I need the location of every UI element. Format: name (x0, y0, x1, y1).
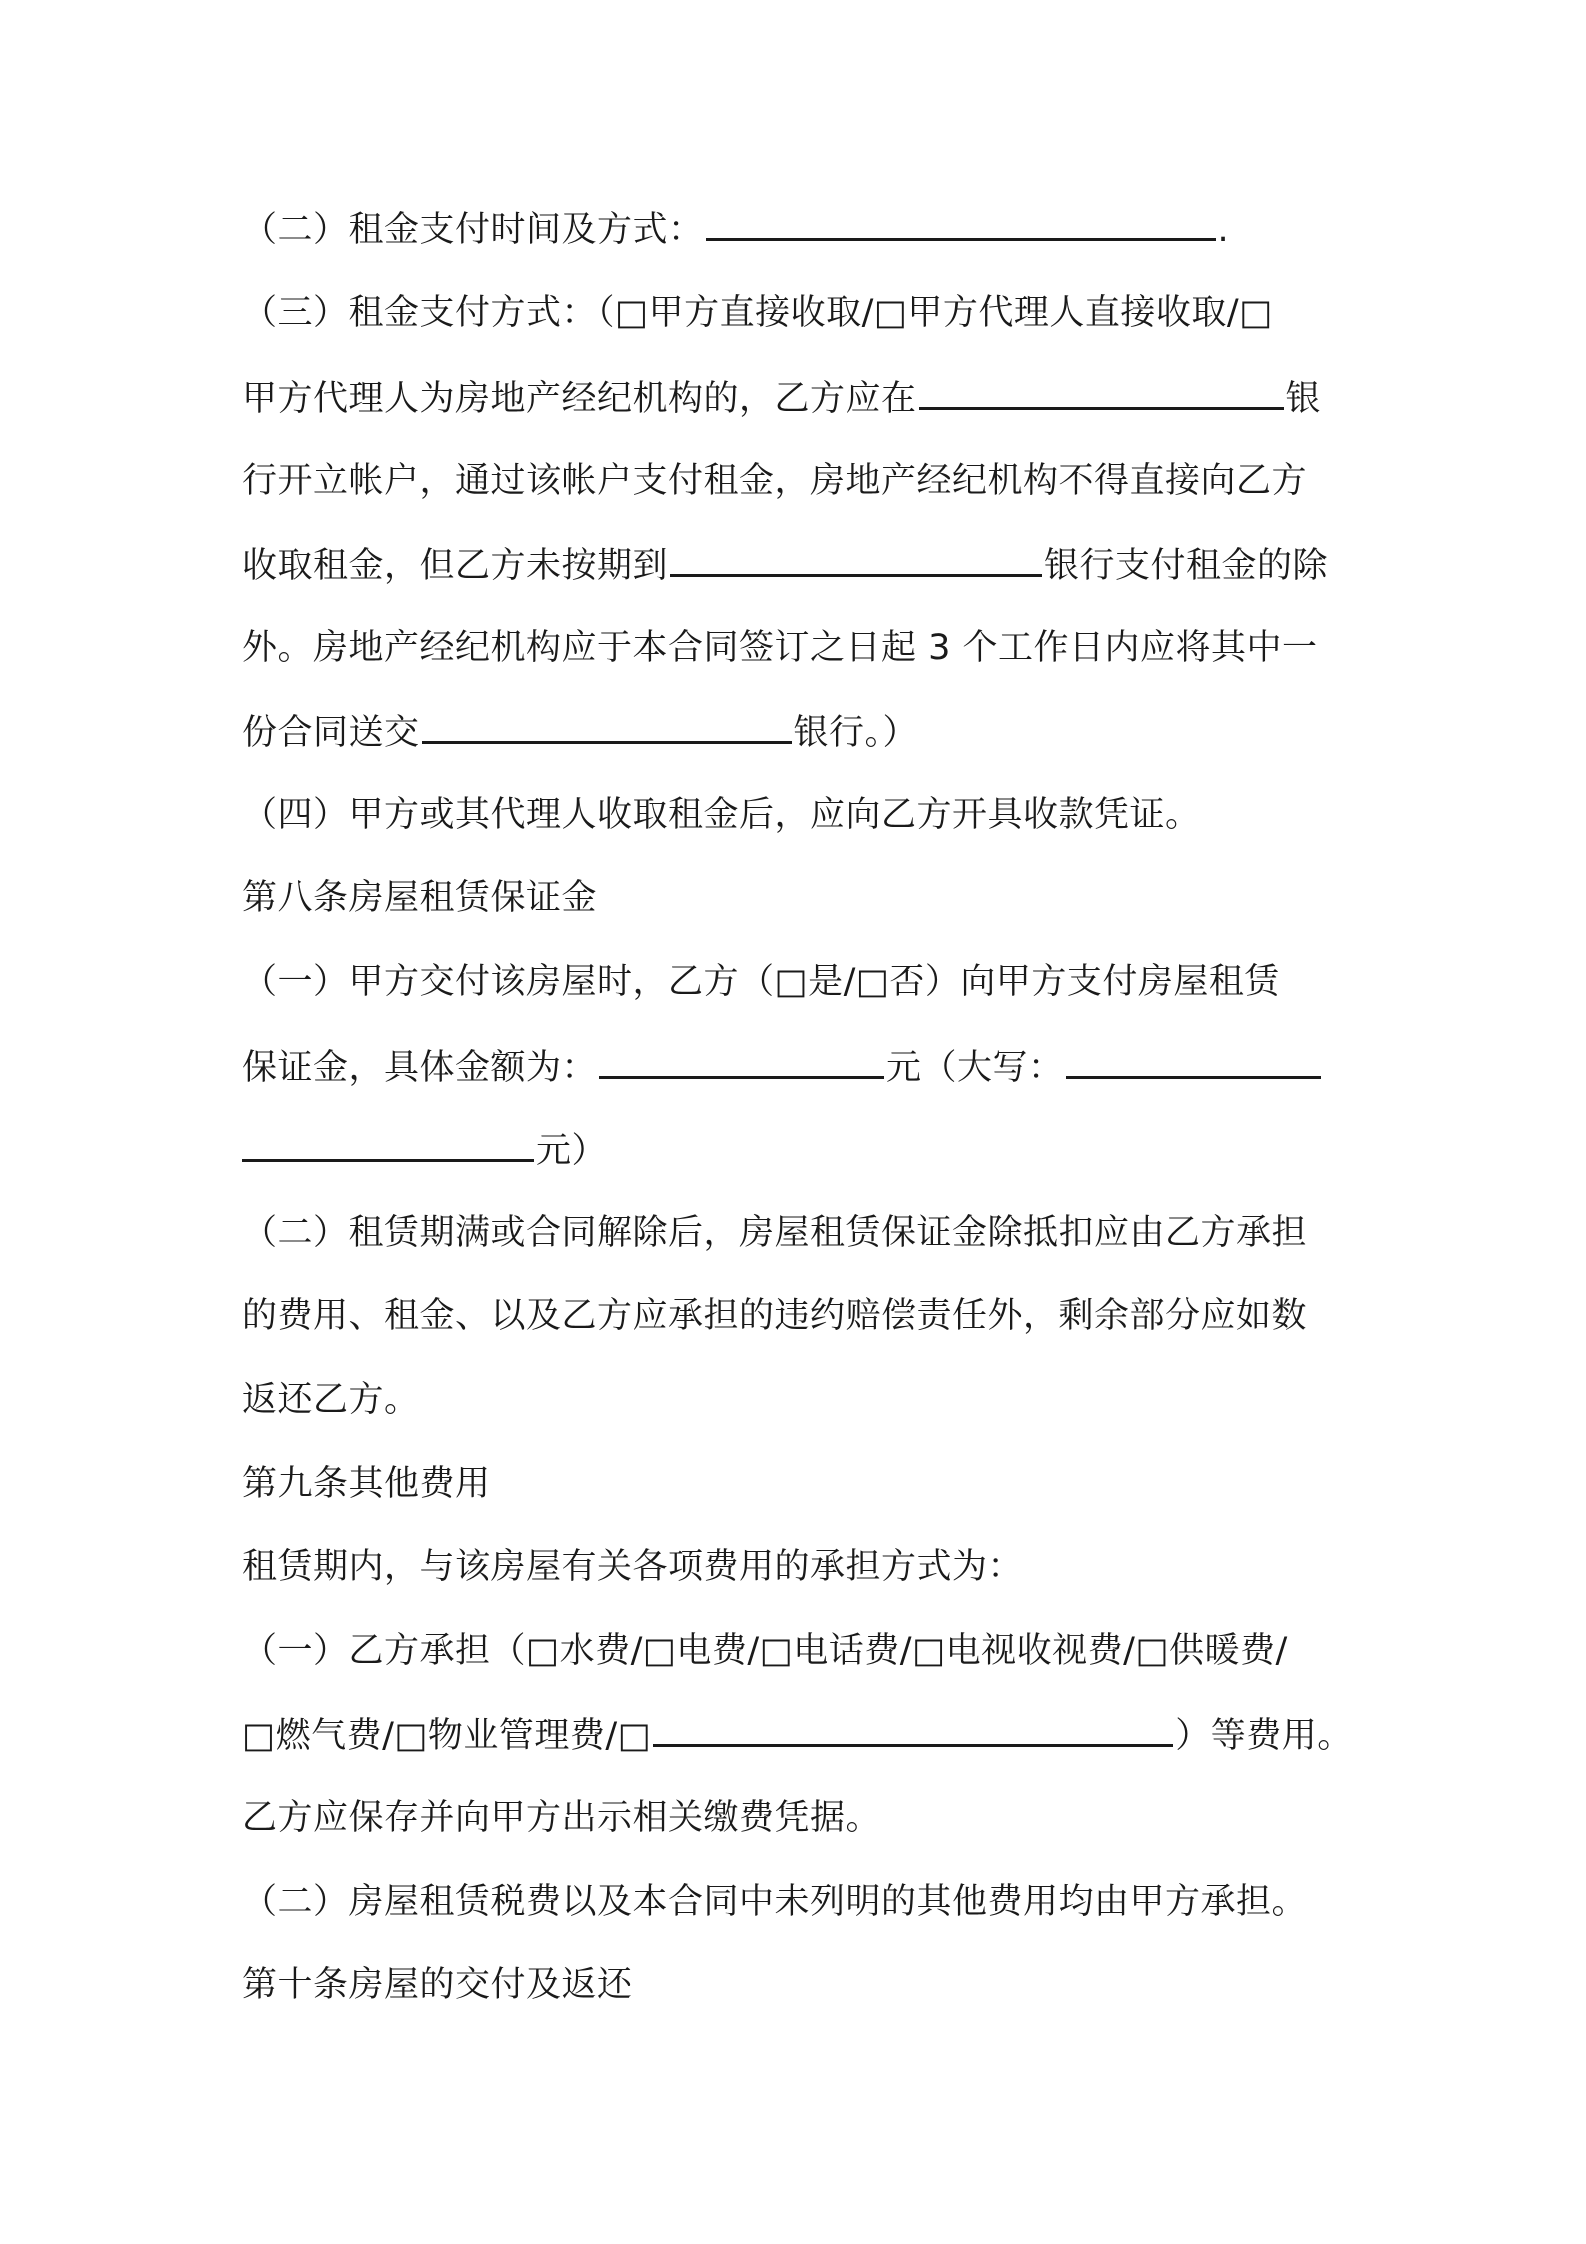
text-line: （二）租赁期满或合同解除后，房屋租赁保证金除抵扣应由乙方承担 (242, 1213, 1308, 1253)
text-line: 的费用、租金、以及乙方应承担的违约赔偿责任外，剩余部分应如数 (242, 1296, 1308, 1336)
text-line: 份合同送交 银行。） (242, 707, 918, 755)
text-line: 乙方应保存并向甲方出示相关缴费凭据。 (242, 1798, 882, 1838)
text-line: 保证金，具体金额为： 元（大写： (242, 1042, 1323, 1090)
fill-blank (1066, 1042, 1321, 1079)
fill-blank (706, 204, 1216, 241)
text-line: 租赁期内，与该房屋有关各项费用的承担方式为： (242, 1547, 1024, 1587)
text-line: （三）租金支付方式：（□甲方直接收取/□甲方代理人直接收取/□ (242, 293, 1273, 333)
text-line: □燃气费/□物业管理费/□ ）等费用。 (242, 1710, 1353, 1758)
section-heading: 第八条房屋租赁保证金 (242, 878, 598, 918)
text-line: （二）房屋租赁税费以及本合同中未列明的其他费用均由甲方承担。 (242, 1882, 1308, 1922)
fill-blank (422, 707, 792, 744)
fill-blank (242, 1125, 534, 1162)
text-line: 元） (242, 1125, 607, 1173)
text-line: （四）甲方或其代理人收取租金后，应向乙方开具收款凭证。 (242, 795, 1201, 835)
section-heading: 第九条其他费用 (242, 1464, 491, 1504)
text-line: （二）租金支付时间及方式： . (242, 204, 1229, 252)
text-line: （一）甲方交付该房屋时，乙方（□是/□否）向甲方支付房屋租赁 (242, 962, 1280, 1002)
section-heading: 第十条房屋的交付及返还 (242, 1965, 633, 2005)
text-line: 甲方代理人为房地产经纪机构的，乙方应在 银 (242, 373, 1321, 421)
text-line: 返还乙方。 (242, 1380, 420, 1420)
text-line: 收取租金，但乙方未按期到 银行支付租金的除 (242, 540, 1328, 588)
text-line: （一）乙方承担（□水费/□电费/□电话费/□电视收视费/□供暖费/ (242, 1631, 1288, 1671)
fill-blank (919, 373, 1284, 410)
fill-blank (670, 540, 1042, 577)
text-line: 行开立帐户，通过该帐户支付租金，房地产经纪机构不得直接向乙方 (242, 461, 1308, 501)
fill-blank (653, 1710, 1173, 1747)
fill-blank (599, 1042, 884, 1079)
text-line: 外。房地产经纪机构应于本合同签订之日起 3 个工作日内应将其中一 (242, 628, 1318, 668)
